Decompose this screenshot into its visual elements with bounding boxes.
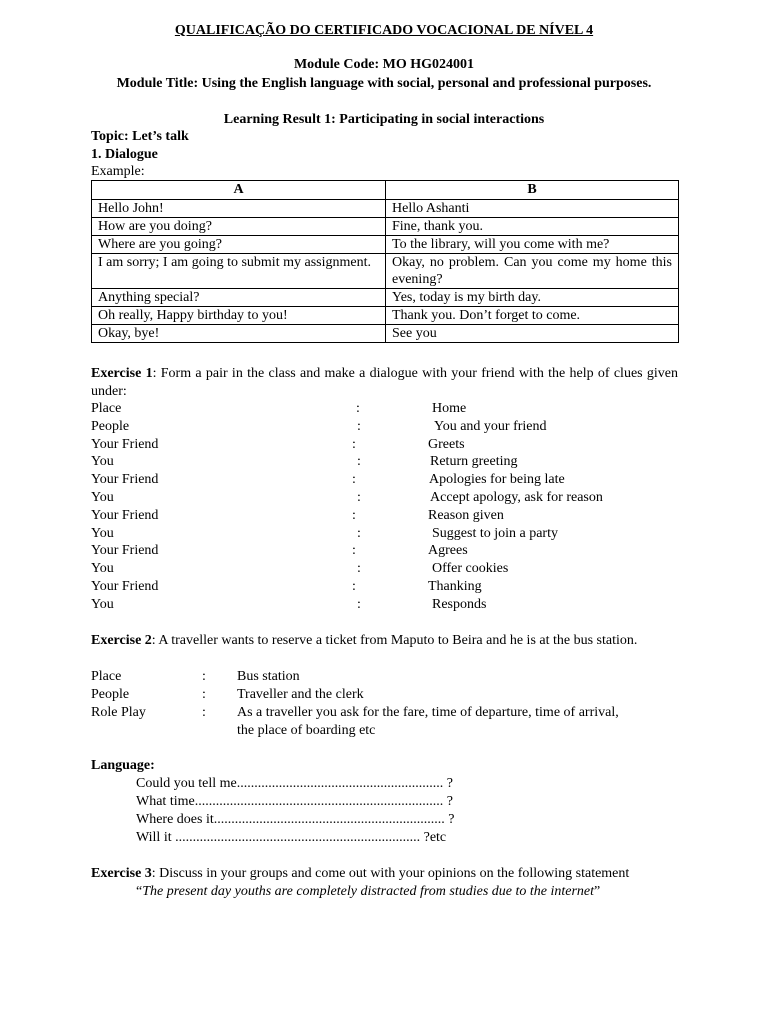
language-prompt: Where does it.................................................................. ? (136, 812, 455, 827)
clue-key: Place (91, 401, 122, 416)
table-cell: How are you doing? (92, 218, 386, 236)
exercise3-paragraph (91, 865, 629, 883)
table-row (92, 254, 679, 289)
topic-heading: Topic: Let’s talk (91, 129, 189, 144)
clue-colon: : (352, 472, 356, 488)
dialogue-table (91, 180, 679, 343)
table-row (92, 307, 679, 325)
clue-value: Suggest to join a party (432, 525, 558, 541)
table-cell: Okay, bye! (92, 325, 386, 343)
exercise2-paragraph (91, 632, 678, 650)
clue-value: Home (432, 401, 467, 416)
clue-row (91, 542, 678, 560)
clue-key: You (91, 454, 114, 470)
clue-colon: : (352, 543, 356, 559)
clue-value: Greets (428, 436, 465, 452)
table-row (92, 325, 679, 343)
clue-colon: : (352, 436, 356, 452)
table-cell: Fine, thank you. (386, 218, 679, 236)
exercise2-text: : A traveller wants to reserve a ticket from Maputo to Beira and he is at the bus station. (151, 633, 638, 648)
clue-key: Your Friend (91, 579, 159, 594)
table-cell: I am sorry; I am going to submit my assignment. (92, 254, 386, 289)
clue-key: Your Friend (91, 543, 159, 559)
exercise2-people-value: Traveller and the clerk (237, 687, 364, 702)
exercise2-label: Exercise 2 (91, 633, 152, 648)
language-prompt: What time....................................................................... ? (136, 794, 453, 809)
table-row (92, 236, 679, 254)
module-code: Module Code: MO HG024001 (293, 57, 475, 72)
clue-value: Offer cookies (432, 561, 509, 577)
clue-colon: : (356, 401, 360, 416)
exercise2-colon: : (202, 687, 206, 702)
exercise2-role-value-line2: the place of boarding etc (237, 723, 376, 738)
example-label: Example: (91, 164, 145, 179)
clue-row (91, 436, 678, 454)
column-header-b: B (386, 181, 679, 200)
section-dialogue-heading: 1. Dialogue (91, 147, 158, 162)
clue-value: Agrees (428, 543, 468, 559)
clue-value: Return greeting (430, 454, 518, 470)
table-cell: Where are you going? (92, 236, 386, 254)
clue-value: Responds (432, 596, 487, 612)
quote-open: “ (136, 884, 143, 899)
clue-row (91, 560, 678, 578)
clue-value: Apologies for being late (429, 472, 565, 488)
clue-colon: : (357, 454, 361, 470)
clue-key: You (91, 561, 114, 577)
clue-key: People (91, 418, 130, 434)
language-prompt: Could you tell me........................................................... ? (136, 776, 453, 791)
clue-row (91, 453, 678, 471)
clue-colon: : (352, 507, 356, 523)
table-row (92, 200, 679, 218)
table-header-row (92, 181, 679, 200)
exercise2-people-key: People (91, 687, 130, 702)
qualification-title: QUALIFICAÇÃO DO CERTIFICADO VOCACIONAL DE NÍVEL 4 (174, 23, 594, 38)
exercise3-quote: The present day youths are completely distracted from studies due to the internet (142, 884, 595, 899)
clue-colon: : (357, 596, 361, 612)
exercise3-statement (136, 883, 600, 901)
language-prompt: Will it ...................................................................... ?etc (136, 830, 447, 845)
clue-key: Your Friend (91, 436, 159, 452)
table-cell: To the library, will you come with me? (386, 236, 679, 254)
exercise2-place-key: Place (91, 669, 122, 684)
table-cell: Yes, today is my birth day. (386, 289, 679, 307)
learning-result: Learning Result 1: Participating in social interactions (223, 112, 545, 127)
clue-colon: : (357, 561, 361, 577)
clue-row (91, 507, 678, 525)
column-header-a: A (92, 181, 386, 200)
clue-row (91, 578, 678, 596)
exercise1-label: Exercise 1 (91, 366, 153, 381)
clue-colon: : (352, 579, 356, 594)
clue-row (91, 471, 678, 489)
table-row (92, 289, 679, 307)
clue-key: Your Friend (91, 507, 159, 523)
clue-key: Your Friend (91, 472, 159, 488)
exercise3-label: Exercise 3 (91, 866, 152, 881)
table-cell: See you (386, 325, 679, 343)
table-cell: Thank you. Don’t forget to come. (386, 307, 679, 325)
exercise2-colon: : (202, 705, 206, 720)
table-cell: Oh really, Happy birthday to you! (92, 307, 386, 325)
language-heading: Language: (91, 758, 155, 773)
clue-row (91, 418, 678, 436)
clue-colon: : (357, 490, 361, 505)
clue-value: Accept apology, ask for reason (430, 490, 603, 505)
clue-key: You (91, 525, 114, 541)
clue-row (91, 525, 678, 543)
clue-value: Thanking (428, 579, 482, 594)
exercise2-role-key: Role Play (91, 705, 146, 720)
clue-value: Reason given (428, 507, 504, 523)
clue-key: You (91, 596, 114, 612)
exercise2-role-value-line1: As a traveller you ask for the fare, time of departure, time of arrival, (237, 705, 619, 720)
module-title: Module Title: Using the English language with social, personal and professional purposes. (116, 76, 652, 91)
clue-row (91, 489, 678, 507)
exercise1-paragraph (91, 365, 678, 401)
clue-row (91, 596, 678, 614)
exercise3-text: : Discuss in your groups and come out with your opinions on the following statement (151, 866, 630, 881)
table-cell: Okay, no problem. Can you come my home this evening? (386, 254, 679, 289)
clue-key: You (91, 490, 114, 505)
table-row (92, 218, 679, 236)
clue-row (91, 400, 678, 418)
clue-colon: : (357, 418, 361, 434)
clue-colon: : (357, 525, 361, 541)
table-cell: Anything special? (92, 289, 386, 307)
exercise2-place-value: Bus station (237, 669, 300, 684)
exercise1-text: : Form a pair in the class and make a dialogue with your friend with the help of clues given under: (91, 366, 678, 399)
table-cell: Hello Ashanti (386, 200, 679, 218)
table-cell: Hello John! (92, 200, 386, 218)
clue-value: You and your friend (434, 418, 547, 434)
exercise2-colon: : (202, 669, 206, 684)
quote-close: ” (594, 884, 601, 899)
